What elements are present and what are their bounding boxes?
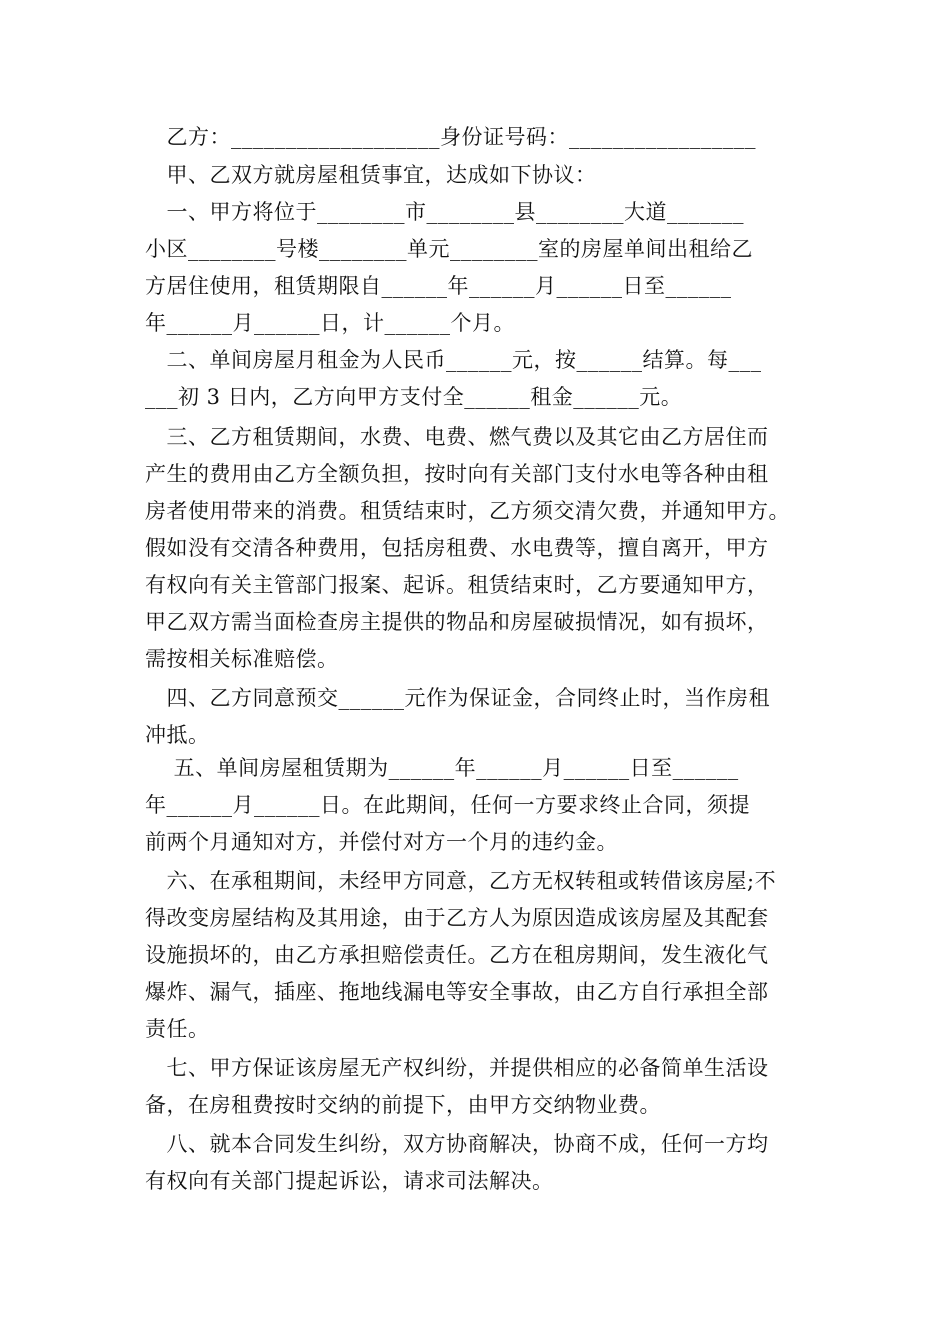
clause-4-line-1: 四、乙方同意预交______元作为保证金，合同终止时，当作房租 bbox=[145, 686, 770, 710]
clause-2-line-1: 二、单间房屋月租金为人民币______元，按______结算。每___ bbox=[145, 348, 762, 372]
clause-4-line-2: 冲抵。 bbox=[145, 723, 210, 747]
clause-8-line-2: 有权向有关部门提起诉讼，请求司法解决。 bbox=[145, 1169, 554, 1193]
clause-3-line-5: 有权向有关主管部门报案、起诉。租赁结束时，乙方要通知甲方， bbox=[145, 573, 769, 597]
clause-3-line-7: 需按相关标准赔偿。 bbox=[145, 647, 339, 671]
clause-7-line-1: 七、甲方保证该房屋无产权纠纷，并提供相应的必备简单生活设 bbox=[145, 1056, 769, 1080]
clause-1-line-3: 方居住使用，租赁期限自______年______月______日至______ bbox=[145, 274, 732, 298]
clause-1-line-2: 小区________号楼________单元________室的房屋单间出租给乙 bbox=[145, 237, 753, 261]
clause-5-line-2: 年______月______日。在此期间，任何一方要求终止合同，须提 bbox=[145, 793, 750, 817]
clause-5-line-3: 前两个月通知对方，并偿付对方一个月的违约金。 bbox=[145, 830, 618, 854]
party-b-line: 乙方：___________________身份证号码：_________________ bbox=[145, 125, 756, 149]
clause-3-line-3: 房者使用带来的消费。租赁结束时，乙方须交清欠费，并通知甲方。 bbox=[145, 499, 790, 523]
clause-3-line-4: 假如没有交清各种费用，包括房租费、水电费等，擅自离开，甲方 bbox=[145, 536, 769, 560]
clause-2-line-2: ___初 3 日内，乙方向甲方支付全______租金______元。 bbox=[145, 385, 683, 409]
clause-1-line-4: 年______月______日，计______个月。 bbox=[145, 311, 515, 335]
clause-1-line-1: 一、甲方将位于________市________县________大道_______ bbox=[145, 200, 744, 224]
clause-3-line-6: 甲乙双方需当面检查房主提供的物品和房屋破损情况，如有损坏， bbox=[145, 610, 769, 634]
clause-3-line-2: 产生的费用由乙方全额负担，按时向有关部门支付水电等各种由租 bbox=[145, 462, 769, 486]
clause-5-line-1: 五、单间房屋租赁期为______年______月______日至______ bbox=[145, 756, 739, 780]
clause-6-line-1: 六、在承租期间，未经甲方同意，乙方无权转租或转借该房屋;不 bbox=[145, 869, 777, 893]
agreement-intro: 甲、乙双方就房屋租赁事宜，达成如下协议： bbox=[145, 163, 597, 187]
clause-6-line-5: 责任。 bbox=[145, 1017, 210, 1041]
clause-3-line-1: 三、乙方租赁期间，水费、电费、燃气费以及其它由乙方居住而 bbox=[145, 425, 769, 449]
clause-6-line-4: 爆炸、漏气，插座、拖地线漏电等安全事故，由乙方自行承担全部 bbox=[145, 980, 769, 1004]
clause-6-line-2: 得改变房屋结构及其用途，由于乙方人为原因造成该房屋及其配套 bbox=[145, 906, 769, 930]
clause-7-line-2: 备，在房租费按时交纳的前提下，由甲方交纳物业费。 bbox=[145, 1093, 661, 1117]
clause-6-line-3: 设施损坏的，由乙方承担赔偿责任。乙方在租房期间，发生液化气 bbox=[145, 943, 769, 967]
clause-8-line-1: 八、就本合同发生纠纷，双方协商解决，协商不成，任何一方均 bbox=[145, 1132, 769, 1156]
